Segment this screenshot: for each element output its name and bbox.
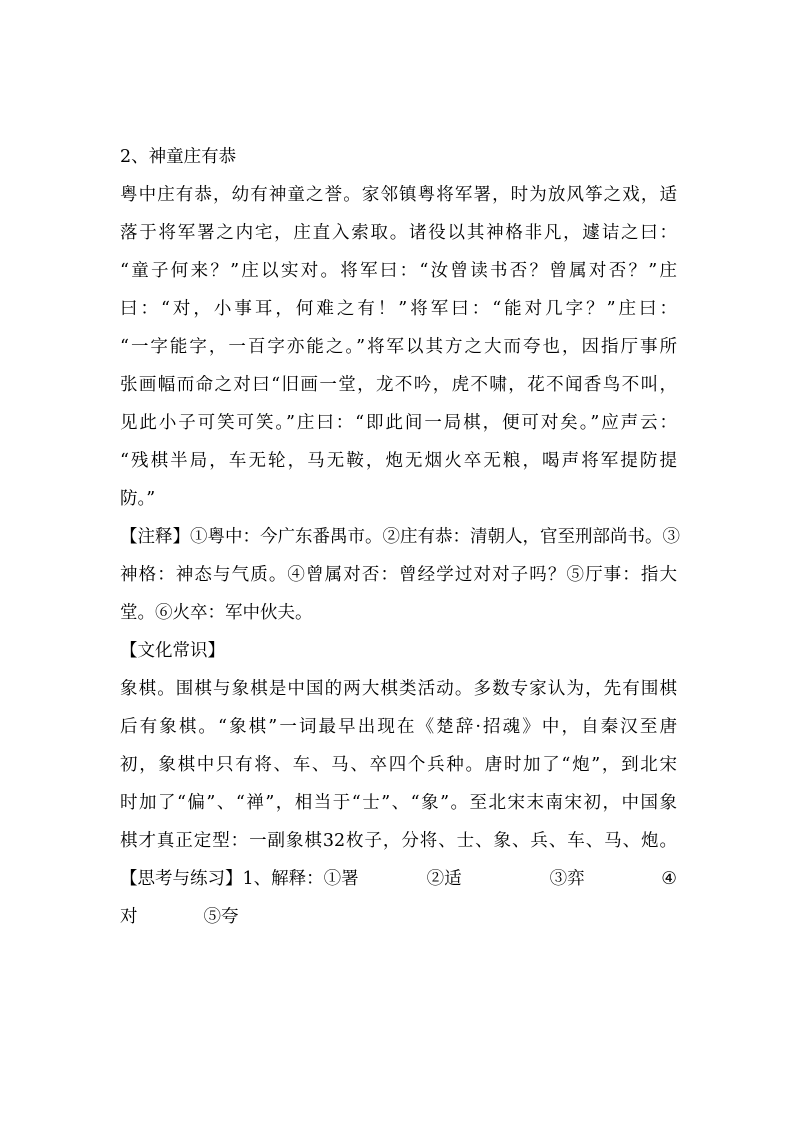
story-line: 落于将军署之内宅，庄直入索取。诸役以其神格非凡，遽诘之曰： [120,223,677,243]
culture-line: 初，象棋中只有将、车、马、卒四个兵种。唐时加了“炮”，到北宋 [120,755,677,775]
section-heading: 2、神童庄有恭 [120,147,237,167]
exercise-line-2 [120,902,239,932]
notes-line-last: 堂。⑥火卒：军中伙夫。 [120,603,313,623]
story-line: 见此小子可笑可笑。”庄曰：“即此间一局棋，便可对矣。”应声云： [120,413,677,433]
story-line: 粤中庄有恭，幼有神童之誉。家邻镇粤将军署，时为放风筝之戏，适 [120,185,677,205]
exercise-item: ②适 [426,869,462,889]
story-line: “一字能字，一百字亦能之。”将军以其方之大而夸也，因指厅事所 [120,337,677,357]
notes-line: 神格：神态与气质。④曾属对否：曾经学过对对子吗？⑤厅事：指大 [120,565,677,585]
story-line: 曰：“对，小事耳，何难之有！”将军曰：“能对几字？”庄曰： [120,299,677,319]
exercise-item: ⑤夸 [203,907,239,927]
exercise-label: 【思考与练习】1、解释： [120,869,324,889]
exercise-item: ④ [661,869,677,889]
exercise-item: ①署 [323,869,359,889]
culture-line: 时加了“偏”、“禅”，相当于“士”、“象”。至北宋末南宋初，中国象 [120,793,677,813]
exercise-line [120,864,677,894]
culture-heading: 【文化常识】 [120,641,225,661]
story-line: “童子何来？”庄以实对。将军曰：“汝曾读书否？曾属对否？”庄 [120,261,677,281]
exercise-item: 对 [120,907,138,927]
culture-line: 后有象棋。“象棋”一词最早出现在《楚辞·招魂》中，自秦汉至唐 [120,717,677,737]
exercise-item: ③弈 [549,869,585,889]
story-line-last: 防。” [120,489,156,509]
story-line: “残棋半局，车无轮，马无鞍，炮无烟火卒无粮，喝声将军提防提 [120,451,677,471]
story-line: 张画幅而命之对曰“旧画一堂，龙不吟，虎不啸，花不闻香鸟不叫， [120,375,677,395]
notes-line: 【注释】①粤中：今广东番禺市。②庄有恭：清朝人，官至刑部尚书。③ [120,527,680,547]
culture-line: 棋才真正定型：一副象棋32枚子，分将、士、象、兵、车、马、炮。 [120,831,677,851]
culture-line: 象棋。围棋与象棋是中国的两大棋类活动。多数专家认为，先有围棋 [120,679,677,699]
